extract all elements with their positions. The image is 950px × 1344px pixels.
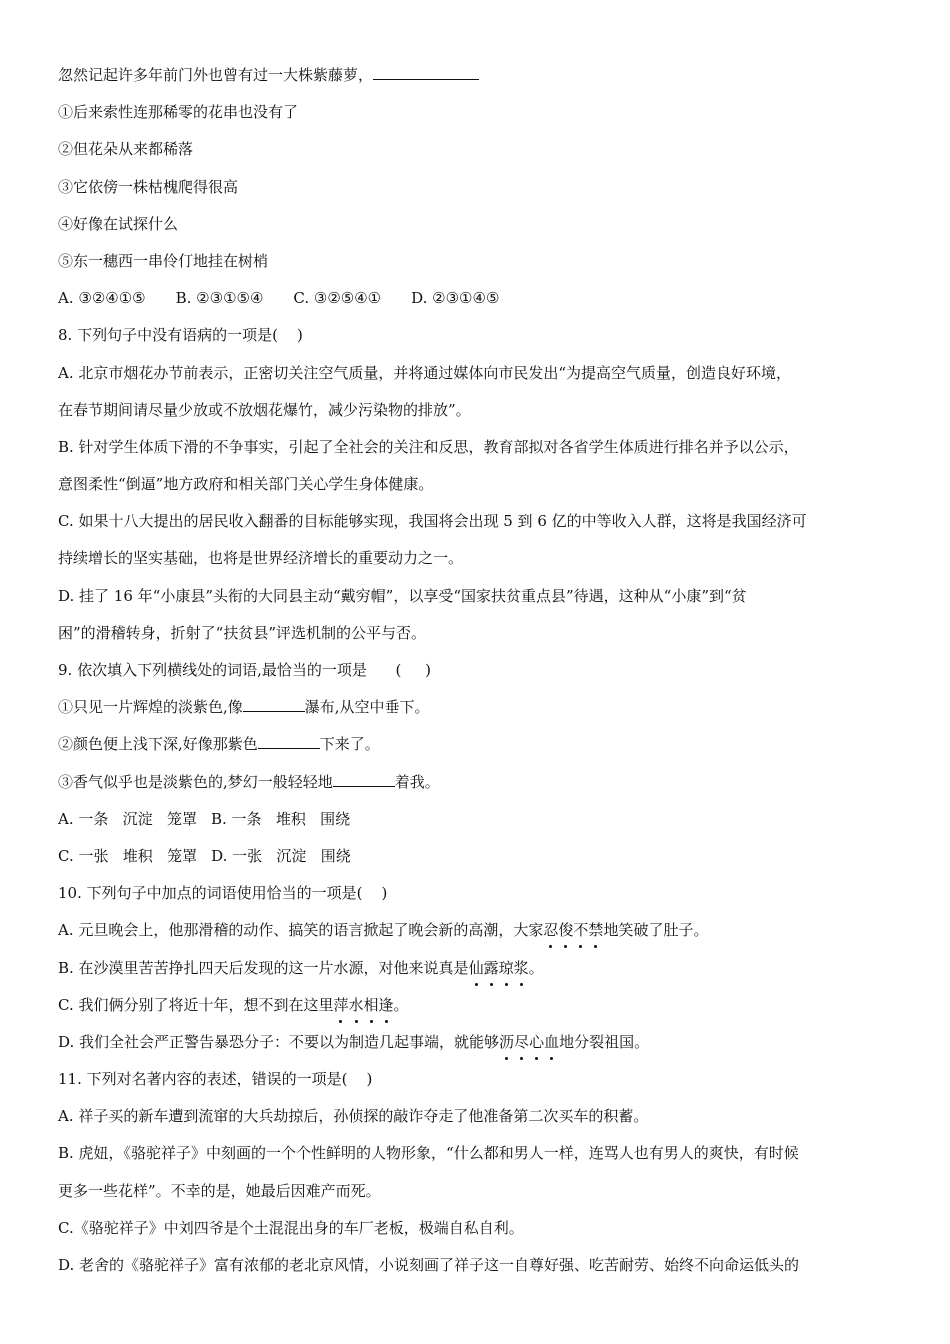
document-page — [58, 62, 890, 1289]
q10-a-pre: A. 元旦晚会上，他那滑稽的动作、搞笑的语言掀起了晚会新的高潮，大家 — [58, 921, 544, 940]
q9-s2-post: 下来了。 — [319, 735, 380, 754]
q10-option-d — [58, 1029, 890, 1066]
q7-item: ⑤东一穗西一串伶仃地挂在树梢 — [58, 251, 269, 270]
intro-line — [58, 62, 890, 99]
q9-s3-post: 着我。 — [394, 772, 440, 791]
emphasis-dot-char: 萍 — [333, 992, 348, 1018]
emphasis-dot-char: 水 — [349, 992, 364, 1018]
q7-item: ①后来索性连那稀零的花串也没有了 — [58, 103, 299, 122]
q10-d-pre: D. 我们全社会严正警告暴恐分子：不要以为制造几起事端，就能够 — [58, 1032, 500, 1051]
q10-d-dotted-word — [499, 1033, 559, 1051]
q9-sentence-3 — [58, 769, 890, 806]
emphasis-dot-char: 露 — [484, 955, 499, 981]
q11-option-b-line2: 更多一些花样”。不幸的是，她最后因难产而死。 — [58, 1181, 381, 1200]
q9-options-cd — [58, 843, 890, 880]
emphasis-dot-char: 沥 — [499, 1029, 514, 1055]
q8-option-a-line1: A. 北京市烟花办节前表示，正密切关注空气质量，并将通过媒体向市民发出“为提高空气质量，创造良好环境， — [58, 363, 792, 382]
q8-option-d-line1: D. 挂了 16 年“小康县”头衔的大同县主动“戴穷帽”，以享受“国家扶贫重点县”待遇，这种从“小康”到“贫 — [58, 586, 747, 605]
q9-sentence-2 — [58, 731, 890, 768]
q8-option-b-line2: 意图柔性“倒逼”地方政府和相关部门关心学生身体健康。 — [58, 475, 434, 494]
q10-c-pre: C. 我们俩分别了将近十年，想不到在这里 — [58, 995, 334, 1014]
q10-b-post: 。 — [528, 958, 544, 977]
answer-blank — [243, 694, 305, 712]
answer-blank — [333, 769, 395, 787]
q11-option-d-line1: D. 老舍的《骆驼祥子》富有浓郁的老北京风情，小说刻画了祥子这一自尊好强、吃苦耐劳、始终不向命运低头的 — [58, 1256, 800, 1274]
emphasis-dot-char: 浆 — [514, 955, 529, 981]
q7-option-a: A. ③②④①⑤ — [58, 289, 146, 308]
emphasis-dot-char: 不 — [573, 917, 588, 943]
q9-options-ab — [58, 806, 890, 843]
emphasis-dot-char: 相 — [364, 992, 379, 1018]
q8-option-a-line2: 在春节期间请尽量少放或不放烟花爆竹，减少污染物的排放”。 — [58, 400, 471, 419]
answer-blank — [373, 62, 479, 80]
emphasis-dot-char: 琼 — [499, 955, 514, 981]
q7-option-d: D. ②③①④⑤ — [411, 289, 500, 308]
q11-stem: 11. 下列对名著内容的表述，错误的一项是( ) — [58, 1070, 373, 1089]
q9-s1-pre: ①只见一片辉煌的淡紫色,像 — [58, 698, 243, 717]
q10-b-dotted-word — [469, 959, 529, 977]
q10-a-post: 地笑破了肚子。 — [603, 921, 709, 940]
q11-option-b-line1: B. 虎妞，《骆驼祥子》中刻画的一个个性鲜明的人物形象，“什么都和男人一样，连骂人也有男人的爽快，有时候 — [58, 1144, 799, 1163]
q10-d-post: 地分裂祖国。 — [559, 1032, 650, 1051]
q10-stem: 10. 下列句子中加点的词语使用恰当的一项是( ) — [58, 884, 388, 903]
emphasis-dot-char: 心 — [529, 1029, 544, 1055]
q10-a-dotted-word — [543, 921, 603, 939]
q9-stem: 9. 依次填入下列横线处的词语,最恰当的一项是 ( ) — [58, 661, 432, 679]
emphasis-dot-char: 逢 — [379, 992, 394, 1018]
q9-option-b: B. 一条 堆积 围绕 — [210, 809, 351, 828]
q7-option-b: B. ②③①⑤④ — [175, 289, 264, 308]
emphasis-dot-char: 忍 — [543, 917, 558, 943]
q9-sentence-1 — [58, 694, 890, 731]
q11-option-a: A. 祥子买的新车遭到流窜的大兵劫掠后，孙侦探的敲诈夺走了他准备第二次买车的积蓄。 — [58, 1107, 649, 1126]
q10-c-post: 。 — [393, 995, 409, 1014]
emphasis-dot-char: 俊 — [558, 917, 573, 943]
q7-option-c: C. ③②⑤④① — [293, 289, 382, 308]
q9-s1-post: 瀑布,从空中垂下。 — [304, 698, 430, 717]
q8-option-c-line1: C. 如果十八大提出的居民收入翻番的目标能够实现，我国将会出现 5 到 6 亿的中等收入人群，这将是我国经济可 — [58, 512, 807, 531]
q7-item: ③它依傍一株枯槐爬得很高 — [58, 177, 239, 196]
q7-options — [58, 285, 890, 322]
q10-b-pre: B. 在沙漠里苦苦挣扎四天后发现的这一片水源，对他来说真是 — [58, 958, 469, 977]
q8-stem: 8. 下列句子中没有语病的一项是( ) — [58, 326, 303, 345]
q8-option-c-line2: 持续增长的坚实基础，也将是世界经济增长的重要动力之一。 — [58, 549, 464, 568]
emphasis-dot-char: 仙 — [469, 955, 484, 981]
q7-item: ②但花朵从来都稀落 — [58, 140, 194, 159]
emphasis-dot-char: 尽 — [514, 1029, 529, 1055]
q9-s3-pre: ③香气似乎也是淡紫色的,梦幻一般轻轻地 — [58, 772, 333, 791]
q10-c-dotted-word — [333, 996, 393, 1014]
q10-option-b — [58, 955, 890, 992]
q8-option-b-line1: B. 针对学生体质下滑的不争事实，引起了全社会的关注和反思，教育部拟对各省学生体质进行排名并予以公示， — [58, 437, 799, 456]
q8-option-d-line2: 困”的滑稽转身，折射了“扶贫县”评选机制的公平与否。 — [58, 623, 427, 642]
q10-option-c — [58, 992, 890, 1029]
q7-item: ④好像在试探什么 — [58, 214, 179, 233]
emphasis-dot-char: 血 — [544, 1029, 559, 1055]
q9-option-d: D. 一张 沉淀 围绕 — [211, 846, 351, 865]
answer-blank — [258, 731, 320, 749]
q9-option-c: C. 一张 堆积 笼罩 — [58, 846, 198, 865]
q9-option-a: A. 一条 沉淀 笼罩 — [58, 809, 197, 828]
intro-text: 忽然记起许多年前门外也曾有过一大株紫藤萝， — [58, 66, 374, 84]
emphasis-dot-char: 禁 — [588, 917, 603, 943]
q10-option-a — [58, 917, 890, 954]
q11-option-c: C.《骆驼祥子》中刘四爷是个土混混出身的车厂老板，极端自私自利。 — [58, 1218, 524, 1237]
q9-s2-pre: ②颜色便上浅下深,好像那紫色 — [58, 735, 258, 754]
